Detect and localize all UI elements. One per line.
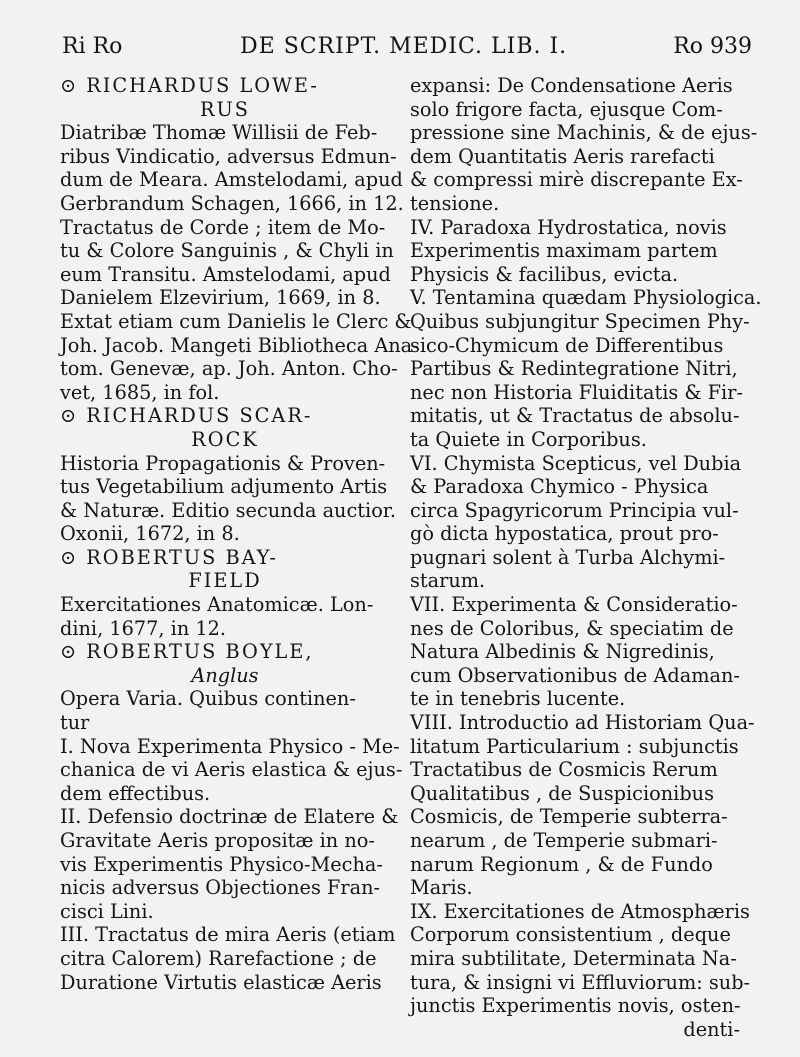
left-column-line: Diatribæ Thomæ Willisii de Feb- [60, 121, 378, 145]
right-column-line: nes de Coloribus, & speciatim de [410, 616, 734, 640]
right-column-line: VII. Experimenta & Consideratio- [410, 593, 738, 617]
left-column-line: Duratione Virtutis elasticæ Aeris [60, 970, 382, 994]
right-column-line: Quibus subjungitur Specimen Phy- [410, 309, 750, 333]
right-column-line: Natura Albedinis & Nigredinis, [410, 640, 715, 664]
left-column-line: Danielem Elzevirium, 1669, in 8. [60, 286, 381, 310]
right-column-line: circa Spagyricorum Principia vul- [410, 498, 739, 522]
right-column-line: dem Quantitatis Aeris rarefacti [410, 144, 715, 168]
left-column-line: vet, 1685, in fol. [60, 380, 220, 404]
left-column-line: Extat etiam cum Danielis le Clerc & [60, 309, 412, 333]
right-column-line: nec non Historia Fluiditatis & Fir- [410, 380, 743, 404]
left-column-line: nicis adversus Objectiones Fran- [60, 876, 381, 900]
left-column-line: Tractatus de Corde ; item de Mo- [60, 215, 386, 239]
header-title: DE SCRIPT. MEDIC. LIB. I. [240, 34, 568, 59]
right-column-line: cum Observationibus de Adaman- [410, 663, 740, 687]
right-column-line: te in tenebris lucente. [410, 687, 626, 711]
right-column-line: junctis Experimentis novis, osten- [410, 994, 741, 1018]
left-column-line: dem effectibus. [60, 781, 211, 805]
right-column [410, 74, 762, 1041]
left-column-line: ⊙ RICHARDUS LOWE- [60, 74, 319, 97]
right-column-line: tura, & insigni vi Effluviorum: sub- [410, 970, 751, 994]
right-column-line: sico-Chymicum de Differentibus [410, 333, 724, 357]
left-column-line: Anglus [191, 663, 259, 687]
right-column-line: Partibus & Redintegratione Nitri, [410, 357, 738, 381]
right-column-line: & compressi mirè discrepante Ex- [410, 168, 743, 192]
left-column-line: Oxonii, 1672, in 8. [60, 522, 240, 546]
left-column-line: ⊙ ROBERTUS BAY- [60, 545, 278, 569]
left-column-line: ⊙ ROBERTUS BOYLE, [60, 640, 314, 664]
right-column-line: tensione. [410, 191, 500, 215]
left-column-line: citra Calorem) Rarefactione ; de [60, 946, 377, 970]
right-column-line: mira subtilitate, Determinata Na- [410, 946, 737, 970]
header-right-page-number: Ro 939 [673, 34, 752, 59]
right-column-line: Corporum consistentium , deque [410, 923, 731, 947]
left-column [60, 74, 419, 994]
left-column-line: Gravitate Aeris propositæ in no- [60, 829, 375, 852]
right-column-line: nearum , de Temperie submari- [410, 829, 718, 852]
left-column-line: eum Transitu. Amstelodami, apud [60, 262, 391, 286]
left-column-line: Historia Propagationis & Proven- [60, 451, 386, 475]
right-column-line: VI. Chymista Scepticus, vel Dubia [410, 451, 742, 475]
left-column-line: tom. Genevæ, ap. Joh. Anton. Cho- [60, 357, 398, 381]
left-column-line: cisci Lini. [60, 899, 154, 923]
header-left: Ri Ro [62, 34, 123, 59]
left-column-line: II. Defensio doctrinæ de Elatere & [60, 805, 399, 829]
left-column-line: dum de Meara. Amstelodami, apud [60, 168, 403, 192]
right-column-line: IV. Paradoxa Hydrostatica, novis [410, 215, 727, 239]
left-column-line: tu & Colore Sanguinis , & Chyli in [60, 239, 394, 263]
left-column-line: Exercitationes Anatomicæ. Lon- [60, 593, 374, 617]
left-column-line: ROCK [191, 427, 259, 451]
left-column-line: vis Experimentis Physico-Mecha- [60, 852, 383, 876]
left-column-line: Gerbrandum Schagen, 1666, in 12. [60, 191, 404, 215]
right-column-line: mitatis, ut & Tractatus de absolu- [410, 404, 740, 428]
right-column-line: Cosmicis, de Temperie subterra- [410, 805, 728, 829]
right-column-line: narum Regionum , & de Fundo [410, 852, 713, 876]
left-column-line: chanica de vi Aeris elastica & ejus- [60, 758, 403, 782]
left-column-line: & Naturæ. Editio secunda auctior. [60, 498, 397, 522]
right-column-line: V. Tentamina quædam Physiologica. [410, 286, 762, 310]
right-column-line: VIII. Introductio ad Historiam Qua- [410, 711, 755, 735]
right-column-line: Tractatibus de Cosmicis Rerum [410, 758, 718, 782]
left-column-line: RUS [200, 97, 250, 121]
right-column-line: Experimentis maximam partem [410, 239, 718, 263]
right-column-line: Maris. [410, 876, 473, 900]
right-column-line: starum. [410, 569, 486, 593]
right-column-line: Qualitatibus , de Suspicionibus [410, 781, 714, 805]
right-column-line: pressione sine Machinis, & de ejus- [410, 121, 758, 145]
right-column-line: ta Quiete in Corporibus. [410, 427, 647, 451]
left-column-line: tur [60, 711, 90, 735]
left-column-line: ribus Vindicatio, adversus Edmun- [60, 144, 397, 168]
right-column-line: denti- [683, 1017, 740, 1041]
right-column-line: pugnari solent à Turba Alchymi- [410, 545, 726, 569]
left-column-line: FIELD [188, 569, 262, 593]
left-column-line: ⊙ RICHARDUS SCAR- [60, 404, 313, 428]
left-column-line: Opera Varia. Quibus continen- [60, 687, 356, 711]
right-column-line: & Paradoxa Chymico - Physica [410, 475, 709, 499]
right-column-line: litatum Particularium : subjunctis [410, 734, 739, 758]
right-column-line: gò dicta hypostatica, prout pro- [410, 522, 719, 546]
right-column-line: solo frigore facta, ejusque Com- [410, 97, 723, 121]
right-column-line: Physicis & facilibus, evicta. [410, 262, 679, 286]
right-column-line: expansi: De Condensatione Aeris [410, 74, 733, 97]
left-column-line: tus Vegetabilium adjumento Artis [60, 475, 388, 499]
left-column-line: dini, 1677, in 12. [60, 616, 227, 640]
right-column-line: IX. Exercitationes de Atmosphæris [410, 899, 750, 923]
running-header [0, 34, 800, 70]
left-column-line: Joh. Jacob. Mangeti Bibliotheca Ana- [60, 333, 419, 357]
left-column-line: I. Nova Experimenta Physico - Me- [60, 734, 400, 758]
left-column-line: III. Tractatus de mira Aeris (etiam [60, 923, 396, 947]
